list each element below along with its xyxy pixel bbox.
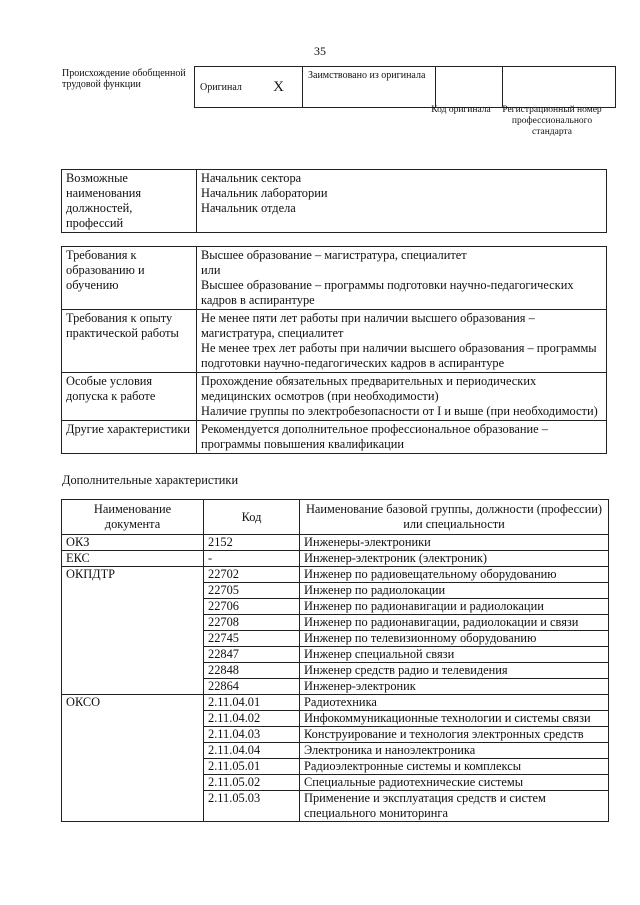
additional-body [62, 535, 609, 822]
original-label: Оригинал [200, 81, 242, 93]
name-cell: Инженер по радионавигации, радиолокации и связи [300, 615, 609, 631]
reg-caption: Регистрационный номер профессионального стандарта [502, 105, 602, 137]
table-row [62, 535, 609, 551]
code-cell: 22864 [204, 679, 300, 695]
req-content: Прохождение обязательных предварительных и периодических медицинских осмотров (при необходимости) Наличие группы по электробезопасности от I и выше (при необходимости) [197, 373, 607, 421]
name-cell: Инженер-электроник (электроник) [300, 551, 609, 567]
req-label: Требования к образованию и обучению [62, 247, 197, 310]
name-cell: Инженеры-электроники [300, 535, 609, 551]
header-name: Наименование базовой группы, должности (профессии) или специальности [300, 500, 609, 535]
position-item: Начальник лаборатории [201, 186, 328, 200]
name-cell: Инженер специальной связи [300, 647, 609, 663]
req-label: Другие характеристики [62, 421, 197, 454]
code-cell: 2.11.05.02 [204, 775, 300, 791]
name-cell: Электроника и наноэлектроника [300, 743, 609, 759]
origin-label: Происхождение обобщенной трудовой функции [62, 68, 186, 90]
positions-list [197, 170, 607, 233]
code-caption: Код оригинала [431, 105, 491, 115]
origin-table [194, 66, 616, 108]
name-cell: Инженер по телевизионному оборудованию [300, 631, 609, 647]
original-mark: X [273, 78, 284, 95]
position-item: Начальник сектора [201, 171, 302, 185]
code-cell: 22705 [204, 583, 300, 599]
doc-cell: ОКПДТР [62, 567, 204, 695]
name-cell: Инженер по радиолокации [300, 583, 609, 599]
original-cell [195, 67, 290, 108]
code-cell: 22847 [204, 647, 300, 663]
name-cell: Инженер по радионавигации и радиолокации [300, 599, 609, 615]
original-code-cell [436, 67, 503, 108]
code-cell: 22706 [204, 599, 300, 615]
req-content: Высшее образование – магистратура, специалитет или Высшее образование – программы подготовки научно-педагогических кадров в аспирантуре [197, 247, 607, 310]
table-row [62, 551, 609, 567]
name-cell: Инженер-электроник [300, 679, 609, 695]
name-cell: Инфокоммуникационные технологии и системы связи [300, 711, 609, 727]
name-cell: Применение и эксплуатация средств и систем специального мониторинга [300, 791, 609, 822]
doc-cell: ОКСО [62, 695, 204, 822]
req-content: Рекомендуется дополнительное профессиональное образование – программы повышения квалификации [197, 421, 607, 454]
position-item: Начальник отдела [201, 201, 296, 215]
code-cell: 2.11.04.02 [204, 711, 300, 727]
table-row [62, 567, 609, 583]
code-cell: 22708 [204, 615, 300, 631]
name-cell: Радиотехника [300, 695, 609, 711]
additional-table [61, 499, 609, 822]
header-code: Код [204, 500, 300, 535]
code-cell: 22848 [204, 663, 300, 679]
code-cell: 2152 [204, 535, 300, 551]
code-cell: - [204, 551, 300, 567]
requirements-table [61, 246, 607, 454]
req-label: Особые условия допуска к работе [62, 373, 197, 421]
doc-cell: ОКЗ [62, 535, 204, 551]
req-content: Не менее пяти лет работы при наличии высшего образования – магистратура, специалитет Не менее трех лет работы при наличии высшего образования – программы подготовки научно-педагогических кадров в аспирантуре [197, 310, 607, 373]
code-cell: 2.11.05.01 [204, 759, 300, 775]
req-label: Требования к опыту практической работы [62, 310, 197, 373]
name-cell: Инженер по радиовещательному оборудованию [300, 567, 609, 583]
code-cell: 2.11.05.03 [204, 791, 300, 822]
code-cell: 22745 [204, 631, 300, 647]
positions-table [61, 169, 607, 233]
section-title: Дополнительные характеристики [62, 473, 239, 487]
code-cell: 22702 [204, 567, 300, 583]
code-cell: 2.11.04.03 [204, 727, 300, 743]
reg-number-cell [503, 67, 616, 108]
code-cell: 2.11.04.04 [204, 743, 300, 759]
doc-cell: ЕКС [62, 551, 204, 567]
name-cell: Конструирование и технология электронных средств [300, 727, 609, 743]
header-doc: Наименование документа [62, 500, 204, 535]
positions-label: Возможные наименования должностей, профессий [62, 170, 197, 233]
borrowed-cell: Заимствовано из оригинала [303, 67, 436, 108]
page-number: 35 [314, 44, 326, 58]
code-cell: 2.11.04.01 [204, 695, 300, 711]
name-cell: Специальные радиотехнические системы [300, 775, 609, 791]
name-cell: Инженер средств радио и телевидения [300, 663, 609, 679]
name-cell: Радиоэлектронные системы и комплексы [300, 759, 609, 775]
table-row [62, 695, 609, 711]
